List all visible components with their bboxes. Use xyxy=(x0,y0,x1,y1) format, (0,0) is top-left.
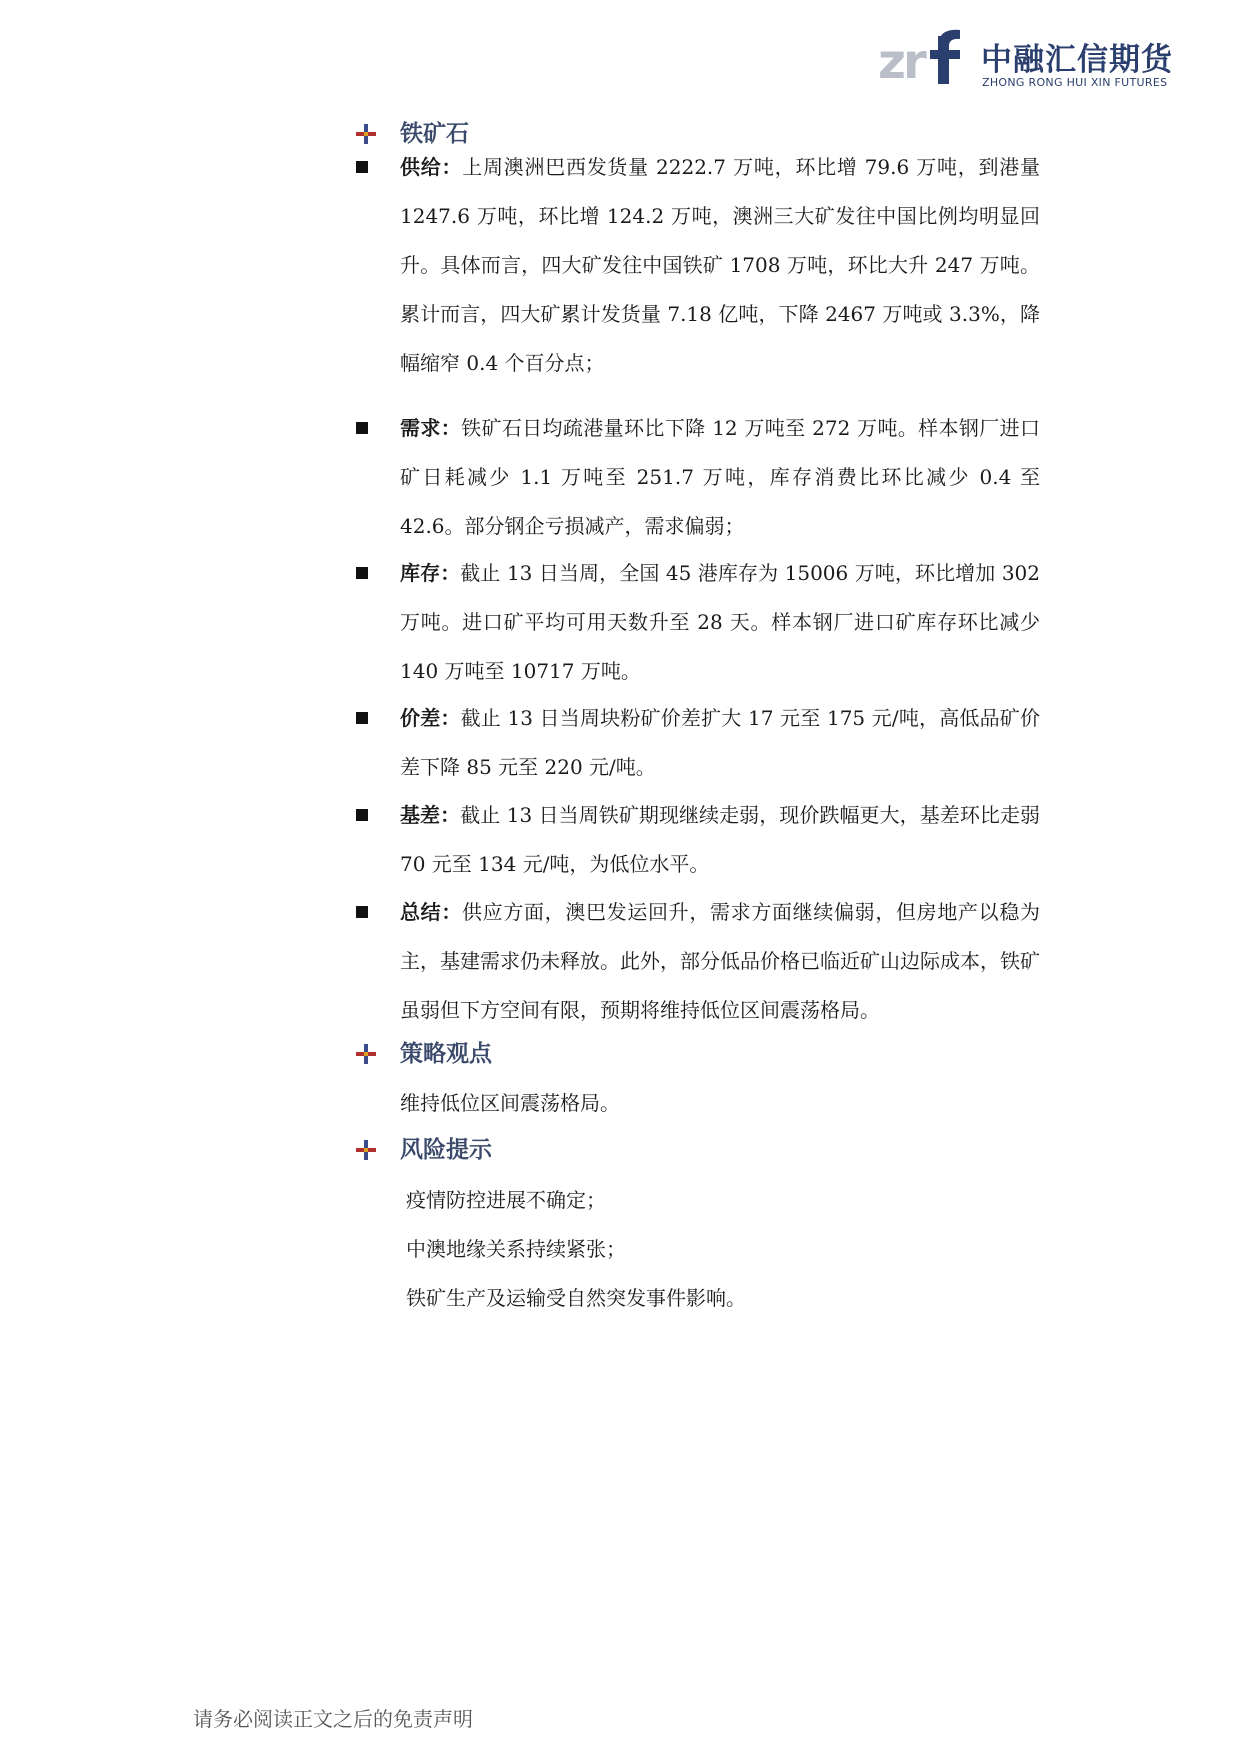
square-bullet-icon xyxy=(356,809,368,821)
bullet-supply xyxy=(400,143,1040,388)
bullet-spread xyxy=(400,694,1040,792)
bullet-label: 需求： xyxy=(400,416,462,440)
section-title: 风险提示 xyxy=(400,1137,492,1163)
square-bullet-icon xyxy=(356,712,368,724)
bullet-text: 铁矿石日均疏港量环比下降 12 万吨至 272 万吨。样本钢厂进口矿日耗减少 1.1 万吨至 251.7 万吨，库存消费比环比减少 0.4 至 42.6。部分钢企亏损减产，需求偏弱； xyxy=(400,416,1040,538)
section-title: 铁矿石 xyxy=(400,121,469,147)
bullet-basis xyxy=(400,791,1040,889)
bullet-text: 供应方面，澳巴发运回升，需求方面继续偏弱，但房地产以稳为主，基建需求仍未释放。此外，部分低品价格已临近矿山边际成本，铁矿虽弱但下方空间有限，预期将维持低位区间震荡格局。 xyxy=(400,900,1040,1022)
company-name-en: ZHONG RONG HUI XIN FUTURES xyxy=(982,76,1168,89)
footer-disclaimer: 请务必阅读正文之后的免责声明 xyxy=(193,1707,473,1731)
zrf-logo-icon xyxy=(878,26,978,96)
section-title: 策略观点 xyxy=(400,1041,492,1067)
bullet-label: 基差： xyxy=(400,803,461,827)
star-bullet-icon xyxy=(355,1139,377,1161)
bullet-text: 截止 13 日当周铁矿期现继续走弱，现价跌幅更大，基差环比走弱 70 元至 134 元/吨，为低位水平。 xyxy=(400,803,1041,876)
bullet-label: 库存： xyxy=(400,561,461,585)
company-logo xyxy=(878,26,1178,96)
square-bullet-icon xyxy=(356,567,368,579)
square-bullet-icon xyxy=(356,422,368,434)
svg-text:zr: zr xyxy=(878,34,924,90)
strategy-text: 维持低位区间震荡格局。 xyxy=(400,1091,620,1115)
bullet-demand xyxy=(400,404,1040,551)
square-bullet-icon xyxy=(356,906,368,918)
risk-item: 疫情防控进展不确定； xyxy=(406,1188,606,1212)
risk-item: 铁矿生产及运输受自然突发事件影响。 xyxy=(406,1286,746,1310)
bullet-text: 截止 13 日当周，全国 45 港库存为 15006 万吨，环比增加 302 万吨。进口矿平均可用天数升至 28 天。样本钢厂进口矿库存环比减少 140 万吨至 10717 万吨。 xyxy=(400,561,1041,683)
bullet-summary xyxy=(400,888,1040,1035)
square-bullet-icon xyxy=(356,161,368,173)
bullet-inventory xyxy=(400,549,1040,696)
bullet-text: 上周澳洲巴西发货量 2222.7 万吨，环比增 79.6 万吨，到港量 1247.6 万吨，环比增 124.2 万吨，澳洲三大矿发往中国比例均明显回升。具体而言，四大矿发往中国铁矿 1708 万吨，环比大升 247 万吨。累计而言，四大矿累计发货量 7.18 亿吨，下降 2467 万吨或 3.3%，降幅缩窄 0.4 个百分点； xyxy=(400,155,1040,375)
company-name-cn: 中融汇信期货 xyxy=(981,42,1173,78)
star-bullet-icon xyxy=(355,123,377,145)
bullet-label: 供给： xyxy=(400,155,463,179)
bullet-text: 截止 13 日当周块粉矿价差扩大 17 元至 175 元/吨，高低品矿价差下降 85 元至 220 元/吨。 xyxy=(400,706,1040,779)
risk-item: 中澳地缘关系持续紧张； xyxy=(406,1237,626,1261)
bullet-label: 总结： xyxy=(400,900,462,924)
star-bullet-icon xyxy=(355,1043,377,1065)
bullet-label: 价差： xyxy=(400,706,461,730)
